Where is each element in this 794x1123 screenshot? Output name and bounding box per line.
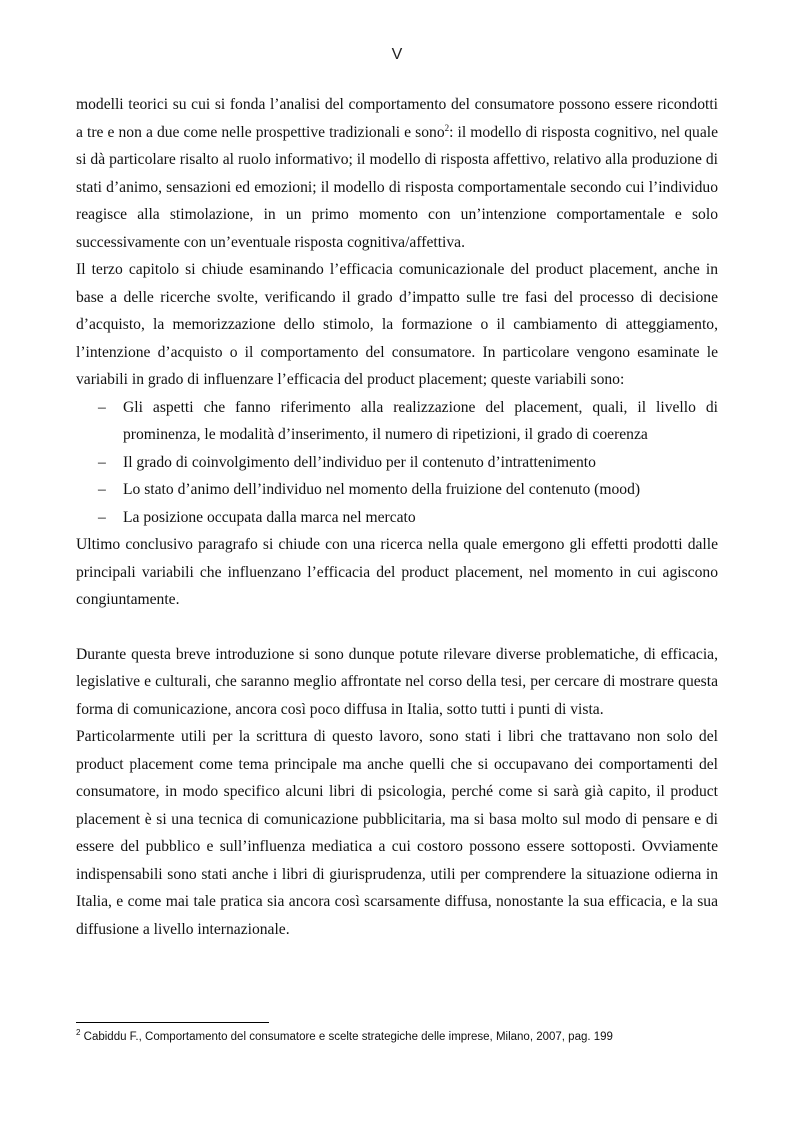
paragraph-1-text-b: : il modello di risposta cognitivo, nel quale si dà particolare risalto al ruolo informativo; il modello di risposta affettivo, relativo alla produzione di stati d’animo, sensazioni ed emozioni; il modello di risposta comportamentale secondo cui l’individuo reagisce alla stimolazione, in un primo momento con un’intenzione comportamentale e solo successivamente con un’eventuale risposta cognitiva/affettiva. — [76, 123, 718, 251]
footnote-marker: 2 — [76, 1028, 81, 1038]
paragraph-5: Particolarmente utili per la scrittura di questo lavoro, sono stati i libri che trattavano non solo del product placement come tema principale ma anche quelli che si occupavano dei comportamenti del consumatore, in modo specifico alcuni libri di psicologia, perché come si sarà già capito, il product placement è si una tecnica di comunicazione pubblicitaria, ma si basa molto sul modo di pensare e di essere del pubblico e sull’influenza mediatica a cui costoro possono essere sottoposti. Ovviamente indispensabili sono stati anche i libri di giurisprudenza, utili per comprendere la situazione odierna in Italia, e come mai tale pratica sia ancora così scarsamente diffusa, nonostante la sua efficacia, e la sua diffusione a livello internazionale. — [76, 728, 718, 938]
dash-bullet-icon: – — [98, 453, 106, 471]
list-item — [76, 476, 718, 504]
paragraph-1-text-a: modelli teorici su cui si fonda l’analisi del comportamento del consumatore possono essere ricondotti a tre e non a due come nelle prospettive tradizionali e sono — [76, 96, 718, 141]
page-number: V — [391, 46, 403, 63]
dash-bullet-icon: – — [98, 508, 106, 526]
list-item — [76, 394, 718, 449]
list-item-text: Lo stato d’animo dell’individuo nel momento della fruizione del contenuto (mood) — [123, 481, 641, 498]
list-item — [76, 504, 718, 532]
footnote-reference[interactable]: 2 — [444, 122, 450, 133]
variables-list — [76, 394, 718, 532]
paragraph-spacer — [76, 614, 718, 641]
footnote — [76, 1030, 718, 1045]
paragraph-1 — [76, 91, 718, 256]
paragraph-3: Ultimo conclusivo paragrafo si chiude con una ricerca nella quale emergono gli effetti prodotti dalle principali variabili che influenzano l’efficacia del product placement, nel momento in cui agiscono congiuntamente. — [76, 536, 718, 608]
list-item-text: La posizione occupata dalla marca nel mercato — [123, 508, 416, 526]
body-text — [76, 91, 718, 943]
list-item-text: Il grado di coinvolgimento dell’individuo per il contenuto d’intrattenimento — [123, 453, 596, 471]
paragraph-2: Il terzo capitolo si chiude esaminando l’efficacia comunicazionale del product placement, anche in base a delle ricerche svolte, verificando il grado d’impatto sulle tre fasi del processo di decisione d’acquisto, la memorizzazione dello stimolo, la formazione o il cambiamento di atteggiamento, l’intenzione d’acquisto o il comportamento del consumatore. In particolare vengono esaminate le variabili in grado di influenzare l’efficacia del product placement; queste variabili sono: — [76, 261, 718, 388]
dash-bullet-icon: – — [98, 481, 106, 498]
footnote-text: Cabiddu F., Comportamento del consumatore e scelte strategiche delle imprese, Milano, 2007, pag. 199 — [80, 1031, 613, 1043]
dash-bullet-icon: – — [98, 398, 106, 416]
list-item — [76, 449, 718, 477]
footnote-divider — [76, 1022, 269, 1023]
list-item-text: Gli aspetti che fanno riferimento alla realizzazione del placement, quali, il livello di prominenza, le modalità d’inserimento, il numero di ripetizioni, il grado di coerenza — [123, 398, 718, 443]
paragraph-4: Durante questa breve introduzione si sono dunque potute rilevare diverse problematiche, di efficacia, legislative e culturali, che saranno meglio affrontate nel corso della tesi, per cercare di mostrare questa forma di comunicazione, ancora così poco diffusa in Italia, sotto tutti i punti di vista. — [76, 645, 718, 718]
